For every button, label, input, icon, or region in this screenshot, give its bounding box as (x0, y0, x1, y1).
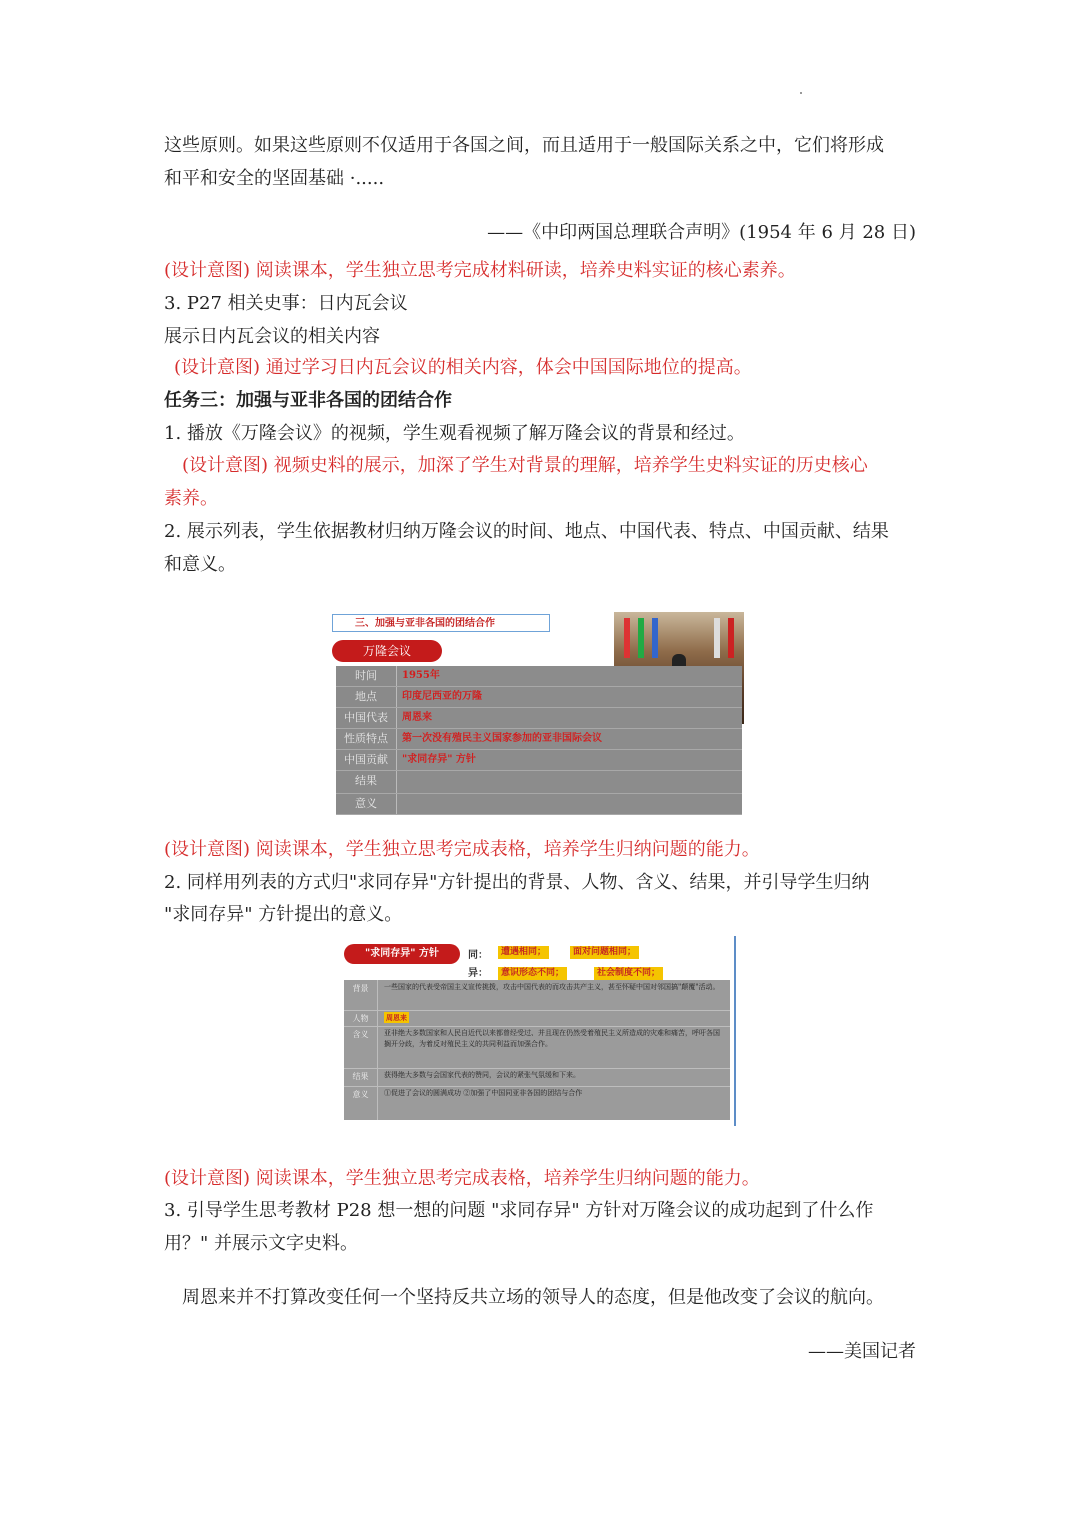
page-speck (800, 92, 802, 94)
table-row (336, 708, 742, 729)
table-row (336, 771, 742, 794)
same-tag: 遭遇相同； (498, 946, 549, 959)
design-intent: (设计意图) 通过学习日内瓦会议的相关内容，体会中国国际地位的提高。 (174, 357, 752, 378)
paragraph: "求同存异" 方针提出的意义。 (164, 904, 403, 925)
diff-label: 异： (468, 968, 488, 979)
diff-tag: 意识形态不同； (498, 967, 567, 980)
row-key: 人物 (344, 1010, 378, 1026)
design-intent: (设计意图) 阅读课本，学生独立思考完成材料研读，培养史料实证的核心素养。 (164, 260, 796, 281)
figure-title-pill: 万隆会议 (332, 640, 442, 662)
paragraph: 和意义。 (164, 554, 236, 575)
paragraph: 展示日内瓦会议的相关内容 (164, 326, 380, 347)
seek-common-ground-table-image (338, 936, 736, 1126)
design-intent: 素养。 (164, 488, 218, 509)
citation: ——《中印两国总理联合声明》(1954 年 6 月 28 日) (487, 222, 916, 243)
row-key: 结果 (336, 771, 397, 793)
row-key: 地点 (336, 687, 397, 707)
row-value: 获得绝大多数与会国家代表的赞同，会议的紧张气氛缓和下来。 (384, 1071, 580, 1079)
paragraph: 2. 同样用列表的方式归"求同存异"方针提出的背景、人物、含义、结果，并引导学生归纳 (164, 872, 870, 893)
figure-border (734, 936, 736, 1126)
table-row (344, 1068, 730, 1087)
row-value: 亚非绝大多数国家和人民自近代以来都曾经受过、并且现在仍然受着殖民主义所造成的灾难和痛苦，呼吁各国搁开分歧，为着反对殖民主义的共同利益而加强合作。 (384, 1029, 720, 1048)
paragraph: 1. 播放《万隆会议》的视频，学生观看视频了解万隆会议的背景和经过。 (164, 423, 745, 444)
row-key: 结果 (344, 1068, 378, 1086)
row-value: ①促进了会议的圆满成功 ②加强了中国同亚非各国的团结与合作 (384, 1089, 583, 1097)
paragraph: 2. 展示列表，学生依据教材归纳万隆会议的时间、地点、中国代表、特点、中国贡献、结果 (164, 521, 889, 542)
design-intent: (设计意图) 阅读课本，学生独立思考完成表格，培养学生归纳问题的能力。 (164, 839, 760, 860)
diff-tag: 社会制度不同； (594, 967, 663, 980)
same-tag: 面对问题相同； (570, 946, 639, 959)
flag-icon (652, 618, 658, 658)
row-key: 意义 (336, 794, 397, 814)
flag-icon (728, 618, 734, 658)
row-key: 中国代表 (336, 708, 397, 728)
policy-table (344, 980, 730, 1120)
table-row (336, 794, 742, 815)
row-key: 意义 (344, 1086, 378, 1120)
row-key: 中国贡献 (336, 750, 397, 770)
design-intent: (设计意图) 阅读课本，学生独立思考完成表格，培养学生归纳问题的能力。 (164, 1168, 760, 1189)
summary-table (336, 666, 742, 815)
flag-icon (624, 618, 630, 658)
row-key: 时间 (336, 666, 397, 686)
figure-banner: 三、加强与亚非各国的团结合作 (332, 614, 550, 632)
table-row (344, 980, 730, 1011)
row-value: 第一次没有殖民主义国家参加的亚非国际会议 (402, 733, 602, 744)
row-key: 性质特点 (336, 729, 397, 749)
same-label: 同： (468, 950, 488, 961)
table-row (336, 687, 742, 708)
row-value: 周恩来 (386, 1013, 407, 1022)
bandung-conference-table-image (330, 612, 744, 816)
table-row (336, 729, 742, 750)
table-row (344, 1086, 730, 1120)
table-row (336, 666, 742, 687)
row-value: "求同存异" 方针 (402, 754, 476, 765)
quote: 周恩来并不打算改变任何一个坚持反共立场的领导人的态度，但是他改变了会议的航向。 (182, 1287, 884, 1308)
design-intent: (设计意图) 视频史料的展示，加深了学生对背景的理解，培养学生史料实证的历史核心 (182, 455, 868, 476)
paragraph: 3. P27 相关史事：日内瓦会议 (164, 293, 408, 314)
row-value: 周恩来 (402, 712, 432, 723)
paragraph: 这些原则。如果这些原则不仅适用于各国之间，而且适用于一般国际关系之中，它们将形成 (164, 135, 884, 156)
row-value: 印度尼西亚的万隆 (402, 691, 482, 702)
flag-icon (714, 618, 720, 658)
row-key: 背景 (344, 980, 378, 1010)
table-row (344, 1010, 730, 1027)
row-value: 一些国家的代表受帝国主义宣传挑拨，攻击中国代表的而攻击共产主义，甚至怀疑中国对邻国搞"颠覆"活动。 (384, 983, 720, 991)
table-row (336, 750, 742, 771)
table-row (344, 1026, 730, 1069)
flag-icon (638, 618, 644, 658)
row-key: 含义 (344, 1026, 378, 1068)
paragraph: 3. 引导学生思考教材 P28 想一想的问题 "求同存异" 方针对万隆会议的成功起到了什么作 (164, 1200, 874, 1221)
paragraph: 和平和安全的坚固基础 ·..... (164, 168, 385, 189)
quote-attribution: ——美国记者 (808, 1341, 916, 1362)
section-heading: 任务三：加强与亚非各国的团结合作 (164, 390, 452, 411)
row-value: 1955年 (402, 670, 440, 681)
paragraph: 用？" 并展示文字史料。 (164, 1233, 358, 1254)
figure-title-pill: "求同存异" 方针 (344, 944, 460, 964)
